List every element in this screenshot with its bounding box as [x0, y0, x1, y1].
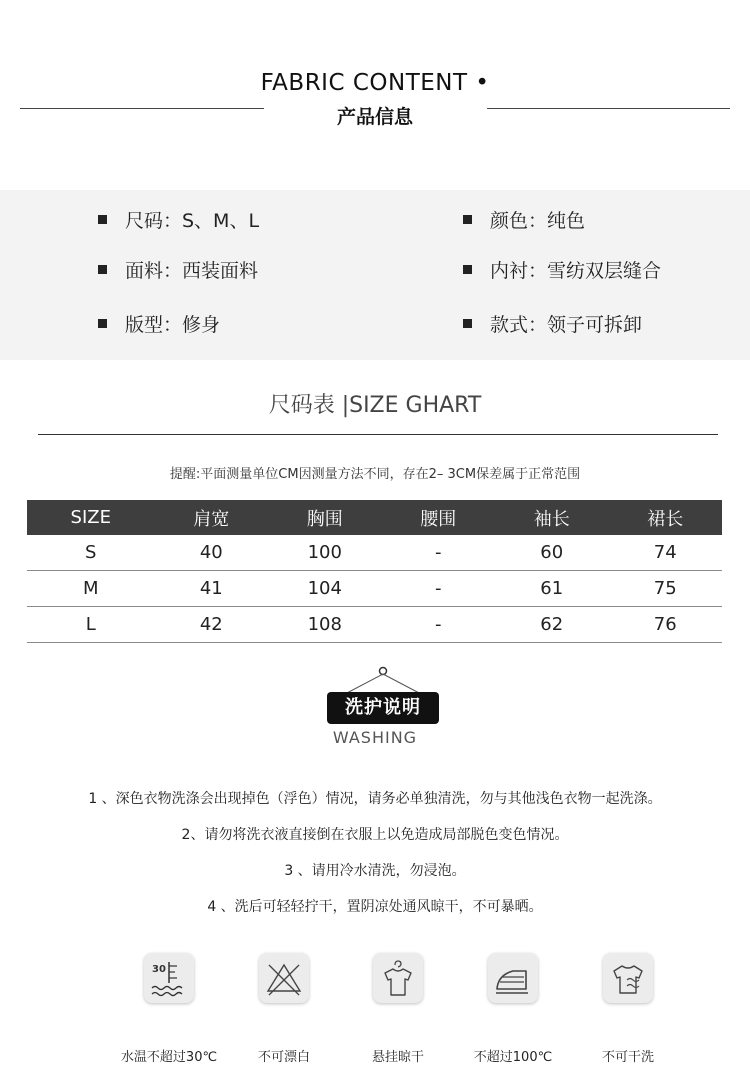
washing-instruction-2: 2、请勿将洗衣液直接倒在衣服上以免造成局部脱色变色情况。 [181, 827, 569, 843]
table-cell: 76 [608, 607, 722, 643]
table-row [27, 571, 722, 607]
table-cell: 61 [495, 571, 608, 607]
care-label-iron: 不超过100℃ [473, 1050, 553, 1065]
table-cell: 100 [268, 535, 381, 571]
table-cell: L [27, 607, 155, 643]
table-cell: 108 [268, 607, 381, 643]
info-style [463, 310, 642, 337]
info-fabric-text: 面料：西装面料 [125, 260, 259, 282]
care-icon-iron [488, 953, 538, 1003]
table-cell: 60 [495, 535, 608, 571]
section-title: FABRIC CONTENT • [260, 70, 490, 96]
washing-instruction-3: 3 、请用冷水清洗，勿浸泡。 [284, 863, 466, 879]
care-icon-hang-dry [373, 953, 423, 1003]
table-cell: 74 [608, 535, 722, 571]
bullet-icon [463, 215, 472, 224]
section-subtitle: 产品信息 [336, 106, 413, 128]
table-row [27, 535, 722, 571]
bullet-icon [98, 265, 107, 274]
no-dry-clean-icon [603, 953, 653, 1003]
washing-badge: 洗护说明 [327, 692, 439, 724]
header-sleeve: 袖长 [495, 500, 608, 535]
care-label-no-bleach: 不可漂白 [257, 1050, 310, 1065]
header-waist: 腰围 [382, 500, 495, 535]
care-label-no-dry-clean: 不可干洗 [601, 1050, 654, 1065]
no-bleach-icon [259, 953, 309, 1003]
info-fit-text: 版型：修身 [125, 314, 221, 336]
info-size [98, 206, 259, 233]
size-chart-heading: 尺码表 |SIZE GHART [268, 393, 482, 418]
info-color [463, 206, 585, 233]
info-style-text: 款式：领子可拆卸 [490, 314, 643, 336]
table-cell: M [27, 571, 155, 607]
care-label-wash-30: 水温不超过30℃ [120, 1050, 218, 1065]
table-cell: - [382, 607, 495, 643]
header-skirt-length: 裙长 [608, 500, 722, 535]
size-chart-note: 提醒:平面测量单位CM因测量方法不同，存在2– 3CM保差属于正常范围 [169, 467, 581, 482]
care-label-hang-dry: 悬挂晾干 [371, 1050, 424, 1065]
info-lining [463, 256, 661, 283]
table-cell: - [382, 571, 495, 607]
bullet-icon [98, 215, 107, 224]
bullet-icon [463, 265, 472, 274]
table-cell: 104 [268, 571, 381, 607]
table-header-row [27, 500, 722, 535]
care-icon-no-bleach [259, 953, 309, 1003]
info-size-text: 尺码：S、M、L [125, 210, 260, 232]
table-cell: 42 [155, 607, 268, 643]
bullet-icon [98, 319, 107, 328]
info-fabric [98, 256, 258, 283]
washing-instruction-4: 4 、洗后可轻轻拧干，置阴凉处通风晾干，不可暴晒。 [207, 899, 543, 915]
info-fit [98, 310, 220, 337]
table-cell: 62 [495, 607, 608, 643]
hang-dry-icon [373, 953, 423, 1003]
washing-instruction-1: 1 、深色衣物洗涤会出现掉色（浮色）情况，请务必单独清洗，勿与其他浅色衣物一起洗涤。 [88, 791, 662, 807]
header-size: SIZE [27, 500, 155, 535]
care-icon-no-dry-clean [603, 953, 653, 1003]
table-cell: 75 [608, 571, 722, 607]
washing-label-en: WASHING [332, 728, 418, 747]
header-shoulder: 肩宽 [155, 500, 268, 535]
header-chest: 胸围 [268, 500, 381, 535]
table-cell: S [27, 535, 155, 571]
bullet-icon [463, 319, 472, 328]
table-cell: 40 [155, 535, 268, 571]
table-cell: 41 [155, 571, 268, 607]
iron-icon [488, 953, 538, 1003]
info-lining-text: 内衬：雪纺双层缝合 [490, 260, 662, 282]
table-cell: - [382, 535, 495, 571]
care-icon-wash-30 [144, 953, 194, 1003]
wash-30-icon [144, 953, 194, 1003]
size-chart-divider [38, 434, 718, 435]
info-color-text: 颜色：纯色 [490, 210, 586, 232]
size-table [27, 500, 722, 643]
svg-text:30: 30 [152, 964, 166, 975]
table-row [27, 607, 722, 643]
